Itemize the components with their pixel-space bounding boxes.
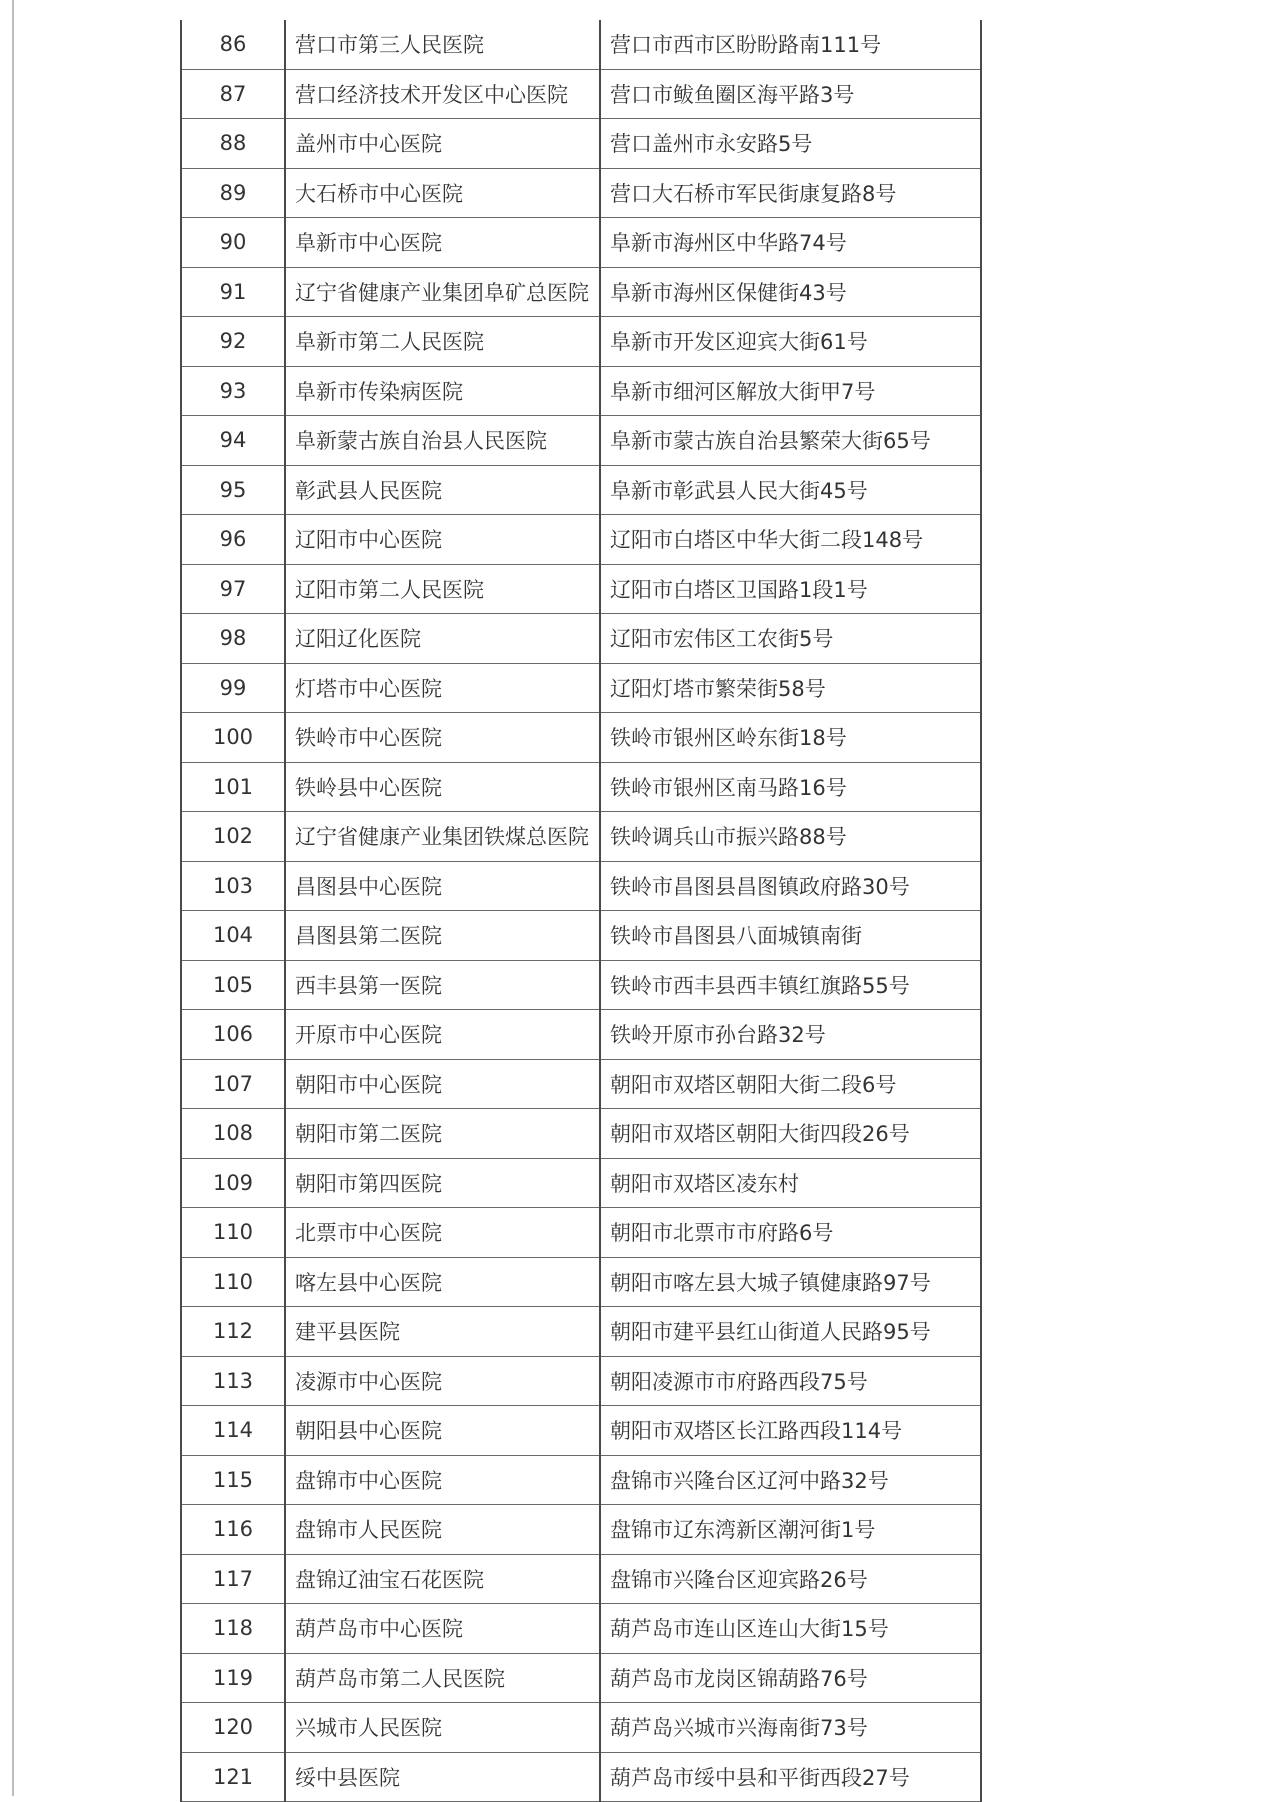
table-row: [181, 1307, 981, 1357]
table-row: [181, 1208, 981, 1258]
hospital-name: 朝阳县中心医院: [285, 1406, 600, 1456]
table-row: [181, 812, 981, 862]
hospital-name: 灯塔市中心医院: [285, 663, 600, 713]
row-number: 97: [181, 564, 285, 614]
table-row: [181, 762, 981, 812]
hospital-address: 盘锦市兴隆台区迎宾路26号: [600, 1554, 981, 1604]
row-number: 109: [181, 1158, 285, 1208]
hospital-name: 铁岭县中心医院: [285, 762, 600, 812]
table-row: [181, 218, 981, 268]
hospital-name: 葫芦岛市第二人民医院: [285, 1653, 600, 1703]
hospital-address: 阜新市彰武县人民大街45号: [600, 465, 981, 515]
hospital-address: 铁岭市西丰县西丰镇红旗路55号: [600, 960, 981, 1010]
hospital-name: 兴城市人民医院: [285, 1703, 600, 1753]
hospital-name: 盘锦市中心医院: [285, 1455, 600, 1505]
row-number: 120: [181, 1703, 285, 1753]
table-row: [181, 366, 981, 416]
table-row: [181, 465, 981, 515]
hospital-name: 昌图县中心医院: [285, 861, 600, 911]
hospital-name: 葫芦岛市中心医院: [285, 1604, 600, 1654]
hospital-table-container: [180, 20, 980, 1802]
hospital-address: 朝阳市北票市市府路6号: [600, 1208, 981, 1258]
table-row: [181, 317, 981, 367]
hospital-table-body: [181, 20, 981, 1802]
hospital-address: 铁岭市昌图县昌图镇政府路30号: [600, 861, 981, 911]
hospital-table: [180, 20, 982, 1802]
hospital-address: 铁岭开原市孙台路32号: [600, 1010, 981, 1060]
hospital-name: 昌图县第二医院: [285, 911, 600, 961]
hospital-address: 朝阳市双塔区凌东村: [600, 1158, 981, 1208]
hospital-name: 阜新市第二人民医院: [285, 317, 600, 367]
hospital-address: 葫芦岛市绥中县和平街西段27号: [600, 1752, 981, 1802]
hospital-address: 葫芦岛市龙岗区锦葫路76号: [600, 1653, 981, 1703]
hospital-address: 营口市西市区盼盼路南111号: [600, 20, 981, 69]
row-number: 102: [181, 812, 285, 862]
hospital-name: 辽阳市第二人民医院: [285, 564, 600, 614]
hospital-address: 营口大石桥市军民街康复路8号: [600, 168, 981, 218]
table-row: [181, 861, 981, 911]
table-row: [181, 1109, 981, 1159]
hospital-address: 朝阳凌源市市府路西段75号: [600, 1356, 981, 1406]
hospital-address: 阜新市细河区解放大街甲7号: [600, 366, 981, 416]
row-number: 89: [181, 168, 285, 218]
table-row: [181, 416, 981, 466]
hospital-name: 辽阳市中心医院: [285, 515, 600, 565]
row-number: 114: [181, 1406, 285, 1456]
table-row: [181, 1158, 981, 1208]
hospital-name: 阜新蒙古族自治县人民医院: [285, 416, 600, 466]
hospital-address: 辽阳灯塔市繁荣街58号: [600, 663, 981, 713]
table-row: [181, 564, 981, 614]
table-row: [181, 1752, 981, 1802]
hospital-address: 营口盖州市永安路5号: [600, 119, 981, 169]
row-number: 121: [181, 1752, 285, 1802]
row-number: 107: [181, 1059, 285, 1109]
row-number: 116: [181, 1505, 285, 1555]
table-row: [181, 69, 981, 119]
row-number: 96: [181, 515, 285, 565]
hospital-name: 阜新市传染病医院: [285, 366, 600, 416]
row-number: 104: [181, 911, 285, 961]
row-number: 86: [181, 20, 285, 69]
hospital-name: 大石桥市中心医院: [285, 168, 600, 218]
row-number: 87: [181, 69, 285, 119]
hospital-name: 营口经济技术开发区中心医院: [285, 69, 600, 119]
table-row: [181, 1257, 981, 1307]
row-number: 91: [181, 267, 285, 317]
row-number: 99: [181, 663, 285, 713]
row-number: 113: [181, 1356, 285, 1406]
hospital-address: 盘锦市辽东湾新区潮河街1号: [600, 1505, 981, 1555]
hospital-address: 辽阳市宏伟区工农街5号: [600, 614, 981, 664]
table-row: [181, 119, 981, 169]
row-number: 110: [181, 1257, 285, 1307]
row-number: 115: [181, 1455, 285, 1505]
row-number: 95: [181, 465, 285, 515]
hospital-name: 盖州市中心医院: [285, 119, 600, 169]
hospital-name: 铁岭市中心医院: [285, 713, 600, 763]
hospital-address: 葫芦岛兴城市兴海南街73号: [600, 1703, 981, 1753]
row-number: 108: [181, 1109, 285, 1159]
table-row: [181, 1455, 981, 1505]
table-row: [181, 1604, 981, 1654]
hospital-address: 铁岭调兵山市振兴路88号: [600, 812, 981, 862]
hospital-address: 营口市鲅鱼圈区海平路3号: [600, 69, 981, 119]
row-number: 112: [181, 1307, 285, 1357]
row-number: 100: [181, 713, 285, 763]
hospital-name: 彰武县人民医院: [285, 465, 600, 515]
hospital-address: 铁岭市银州区岭东街18号: [600, 713, 981, 763]
page-edge-line: [12, 0, 14, 1796]
hospital-name: 辽阳辽化医院: [285, 614, 600, 664]
row-number: 103: [181, 861, 285, 911]
hospital-address: 阜新市海州区中华路74号: [600, 218, 981, 268]
row-number: 110: [181, 1208, 285, 1258]
table-row: [181, 1010, 981, 1060]
table-row: [181, 713, 981, 763]
hospital-name: 喀左县中心医院: [285, 1257, 600, 1307]
table-row: [181, 663, 981, 713]
table-row: [181, 1554, 981, 1604]
hospital-address: 阜新市海州区保健街43号: [600, 267, 981, 317]
table-row: [181, 911, 981, 961]
hospital-address: 盘锦市兴隆台区辽河中路32号: [600, 1455, 981, 1505]
hospital-name: 辽宁省健康产业集团阜矿总医院: [285, 267, 600, 317]
row-number: 92: [181, 317, 285, 367]
hospital-address: 朝阳市喀左县大城子镇健康路97号: [600, 1257, 981, 1307]
row-number: 101: [181, 762, 285, 812]
hospital-address: 朝阳市双塔区长江路西段114号: [600, 1406, 981, 1456]
hospital-address: 辽阳市白塔区卫国路1段1号: [600, 564, 981, 614]
hospital-name: 阜新市中心医院: [285, 218, 600, 268]
row-number: 90: [181, 218, 285, 268]
row-number: 117: [181, 1554, 285, 1604]
table-row: [181, 1059, 981, 1109]
hospital-name: 辽宁省健康产业集团铁煤总医院: [285, 812, 600, 862]
table-row: [181, 20, 981, 69]
row-number: 88: [181, 119, 285, 169]
hospital-name: 朝阳市中心医院: [285, 1059, 600, 1109]
hospital-name: 北票市中心医院: [285, 1208, 600, 1258]
table-row: [181, 1406, 981, 1456]
table-row: [181, 515, 981, 565]
row-number: 119: [181, 1653, 285, 1703]
hospital-name: 凌源市中心医院: [285, 1356, 600, 1406]
hospital-address: 朝阳市双塔区朝阳大街四段26号: [600, 1109, 981, 1159]
hospital-name: 盘锦辽油宝石花医院: [285, 1554, 600, 1604]
hospital-name: 朝阳市第四医院: [285, 1158, 600, 1208]
row-number: 105: [181, 960, 285, 1010]
table-row: [181, 1505, 981, 1555]
hospital-address: 葫芦岛市连山区连山大街15号: [600, 1604, 981, 1654]
row-number: 106: [181, 1010, 285, 1060]
table-row: [181, 1703, 981, 1753]
hospital-address: 朝阳市建平县红山街道人民路95号: [600, 1307, 981, 1357]
hospital-name: 开原市中心医院: [285, 1010, 600, 1060]
hospital-address: 铁岭市银州区南马路16号: [600, 762, 981, 812]
hospital-address: 铁岭市昌图县八面城镇南街: [600, 911, 981, 961]
hospital-address: 辽阳市白塔区中华大街二段148号: [600, 515, 981, 565]
hospital-name: 西丰县第一医院: [285, 960, 600, 1010]
row-number: 118: [181, 1604, 285, 1654]
table-row: [181, 267, 981, 317]
hospital-address: 阜新市开发区迎宾大街61号: [600, 317, 981, 367]
table-row: [181, 960, 981, 1010]
table-row: [181, 168, 981, 218]
hospital-address: 阜新市蒙古族自治县繁荣大街65号: [600, 416, 981, 466]
hospital-name: 盘锦市人民医院: [285, 1505, 600, 1555]
hospital-address: 朝阳市双塔区朝阳大街二段6号: [600, 1059, 981, 1109]
row-number: 94: [181, 416, 285, 466]
hospital-name: 绥中县医院: [285, 1752, 600, 1802]
hospital-name: 建平县医院: [285, 1307, 600, 1357]
hospital-name: 朝阳市第二医院: [285, 1109, 600, 1159]
hospital-name: 营口市第三人民医院: [285, 20, 600, 69]
table-row: [181, 1356, 981, 1406]
table-row: [181, 614, 981, 664]
row-number: 98: [181, 614, 285, 664]
row-number: 93: [181, 366, 285, 416]
table-row: [181, 1653, 981, 1703]
